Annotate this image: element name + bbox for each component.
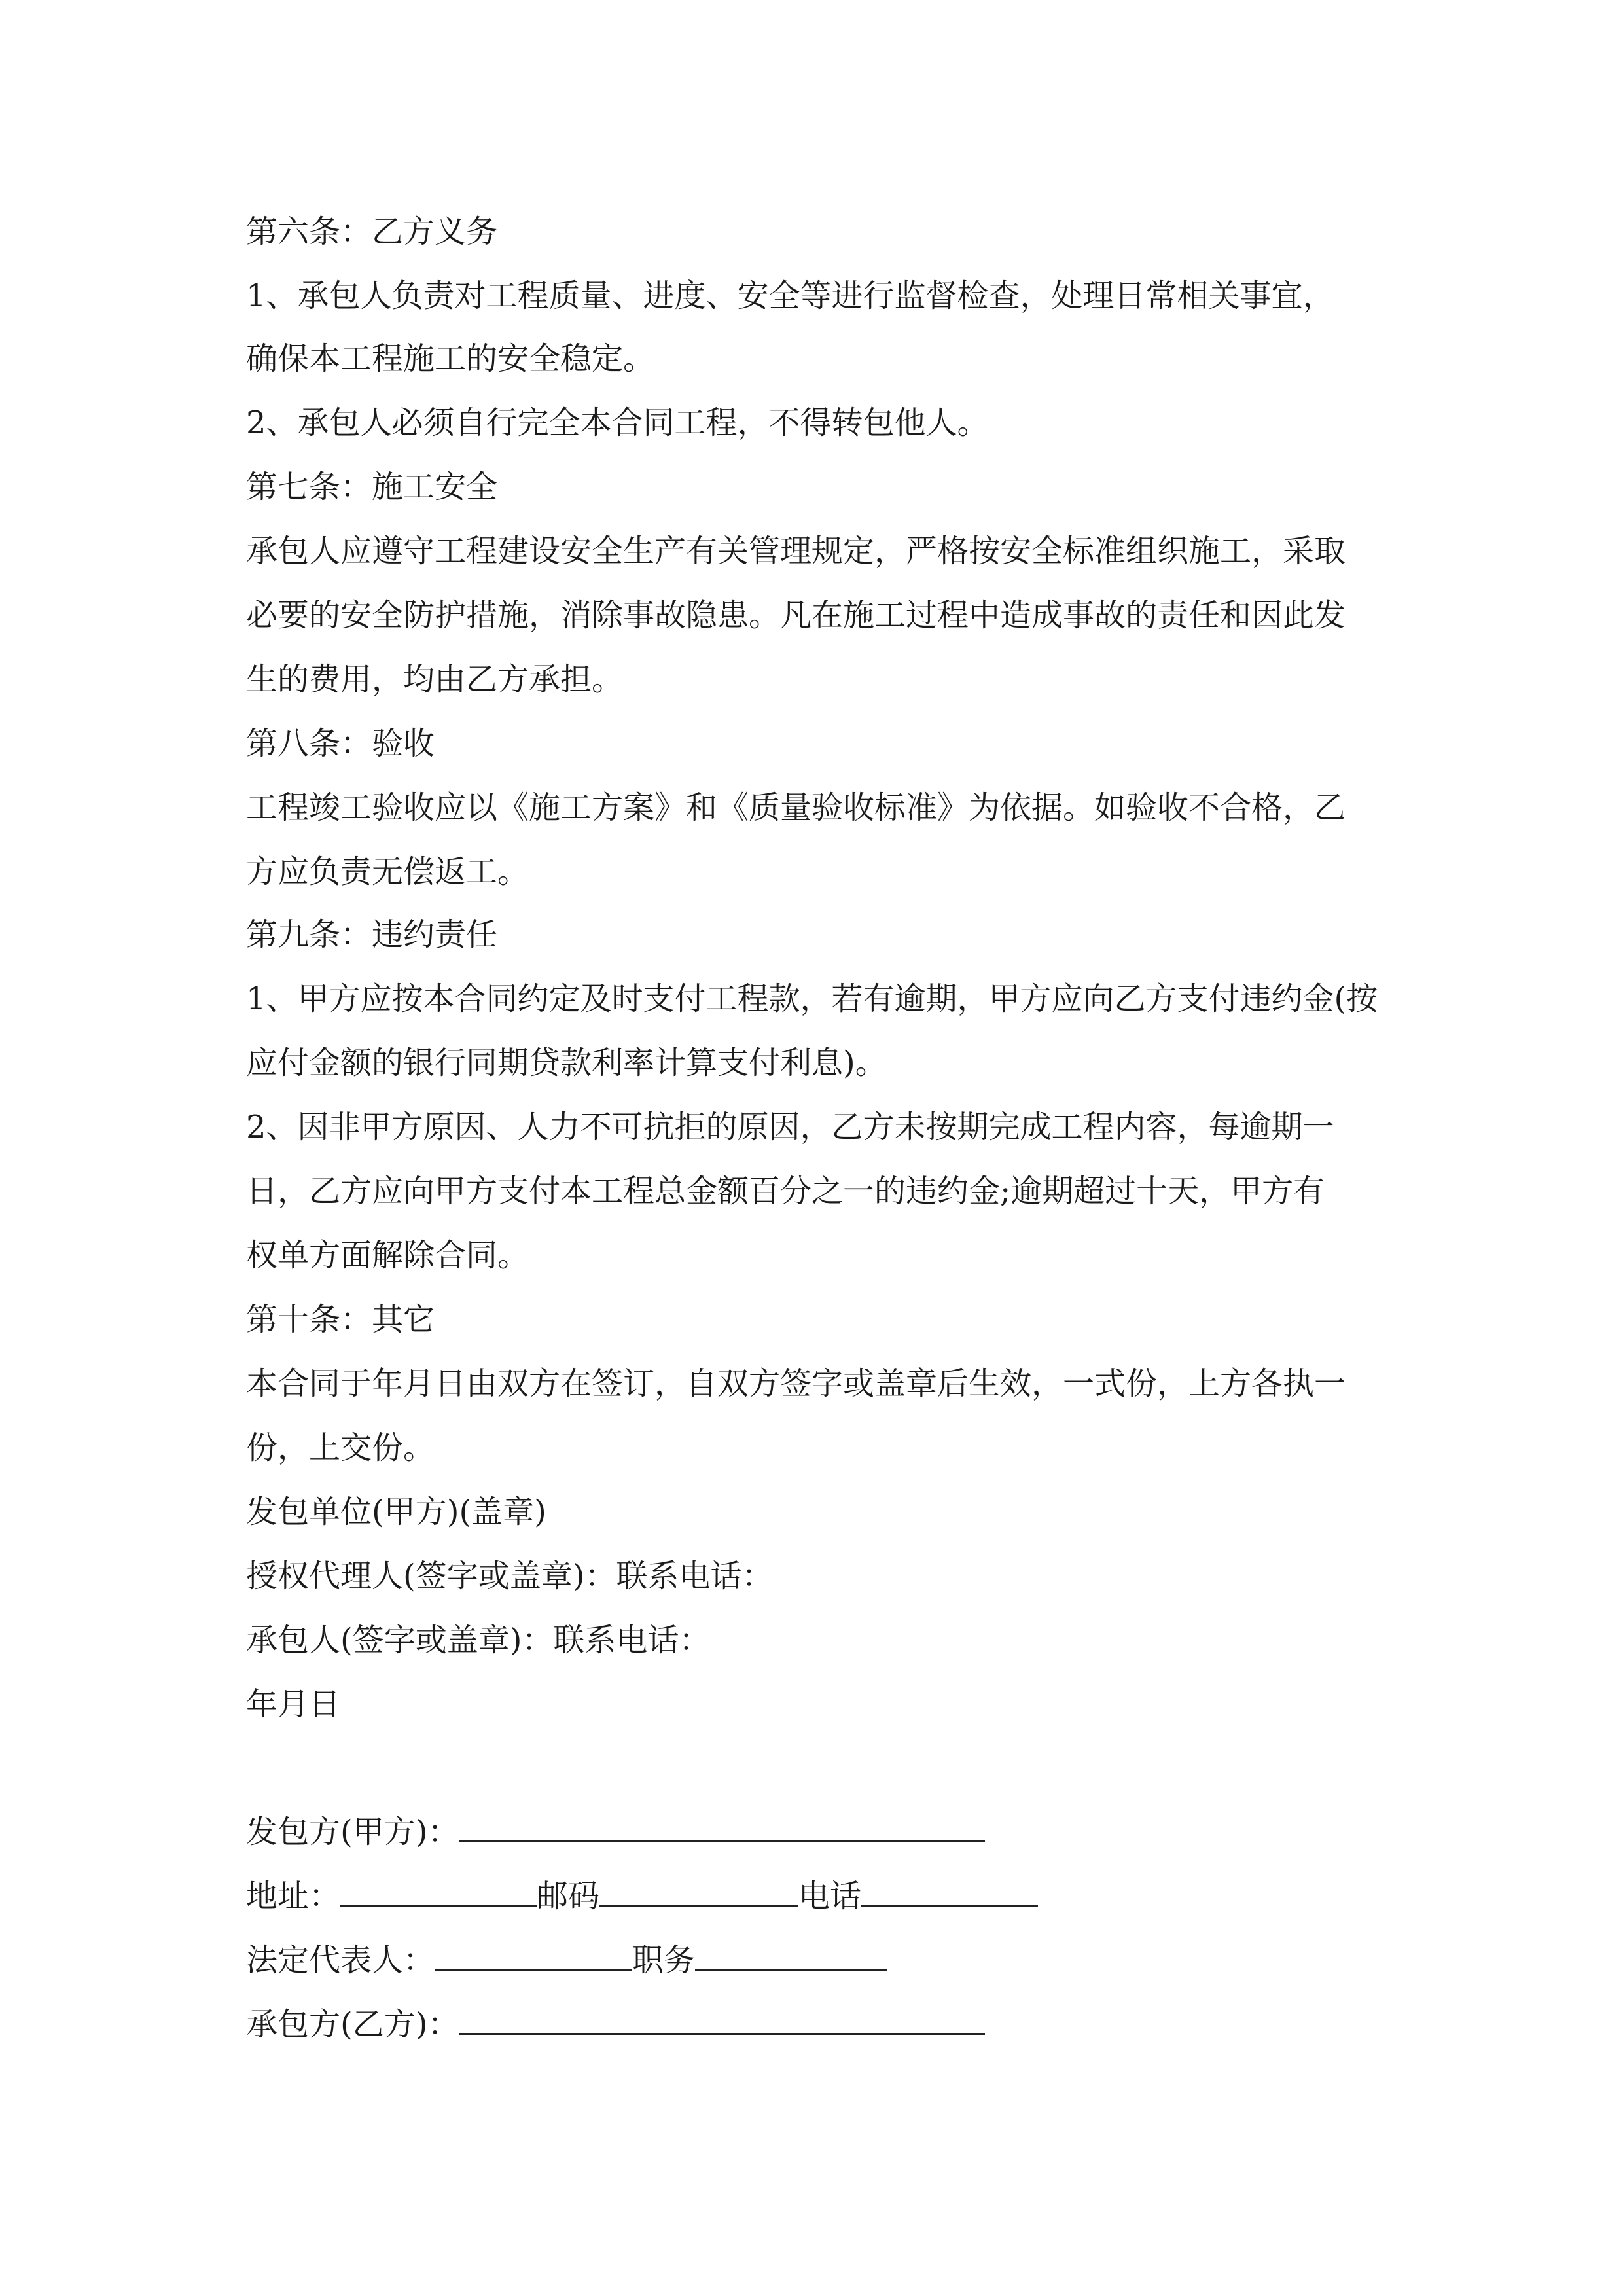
- legal-rep-label: 法定代表人：: [246, 1942, 435, 1979]
- address-label: 地址：: [246, 1878, 341, 1914]
- article6-clause1-line1: 1、承包人负责对工程质量、进度、安全等进行监督检查，处理日常相关事宜，: [246, 278, 1334, 314]
- party-a-seal-line: 发包单位(甲方)(盖章): [246, 1494, 546, 1530]
- party-b-form-row: [246, 2003, 985, 2043]
- article9-clause2-line1: 2、因非甲方原因、人力不可抗拒的原因，乙方未按期完成工程内容，每逾期一: [246, 1109, 1334, 1145]
- article7-line3: 生的费用，均由乙方承担。: [246, 661, 624, 698]
- address-form-row: [246, 1874, 1038, 1914]
- article10-heading: 第十条：其它: [246, 1301, 435, 1338]
- article9-clause2-line2: 日，乙方应向甲方支付本工程总金额百分之一的违约金;逾期超过十天，甲方有: [246, 1173, 1325, 1210]
- phone-blank[interactable]: [861, 1874, 1038, 1907]
- date-line: 年月日: [246, 1686, 341, 1723]
- article8-line2: 方应负责无偿返工。: [246, 853, 529, 890]
- article9-clause1-line2: 应付金额的银行同期贷款利率计算支付利息)。: [246, 1045, 887, 1081]
- position-blank[interactable]: [695, 1939, 887, 1971]
- article6-clause1-line2: 确保本工程施工的安全稳定。: [246, 340, 655, 377]
- article6-heading: 第六条：乙方义务: [246, 213, 498, 250]
- phone-label: 电话: [798, 1878, 862, 1914]
- article9-heading: 第九条：违约责任: [246, 916, 498, 953]
- article7-line2: 必要的安全防护措施，消除事故隐患。凡在施工过程中造成事故的责任和因此发: [246, 597, 1346, 634]
- article10-line2: 份，上交份。: [246, 1429, 435, 1466]
- position-label: 职务: [632, 1942, 696, 1979]
- agent-signature-line: 授权代理人(签字或盖章)：联系电话：: [246, 1558, 774, 1594]
- party-b-label: 承包方(乙方)：: [246, 2006, 459, 2043]
- postcode-blank[interactable]: [599, 1874, 798, 1907]
- article6-clause2: 2、承包人必须自行完全本合同工程，不得转包他人。: [246, 404, 989, 441]
- legal-rep-form-row: [246, 1939, 887, 1979]
- postcode-label: 邮码: [537, 1878, 600, 1914]
- party-b-blank[interactable]: [459, 2003, 985, 2035]
- party-a-label: 发包方(甲方)：: [246, 1814, 459, 1850]
- contractor-signature-line: 承包人(签字或盖章)：联系电话：: [246, 1622, 711, 1659]
- party-a-blank[interactable]: [459, 1810, 985, 1842]
- article8-heading: 第八条：验收: [246, 725, 435, 762]
- article10-line1: 本合同于年月日由双方在签订，自双方签字或盖章后生效，一式份，上方各执一: [246, 1365, 1346, 1402]
- article8-line1: 工程竣工验收应以《施工方案》和《质量验收标准》为依据。如验收不合格，乙: [246, 789, 1346, 826]
- article7-line1: 承包人应遵守工程建设安全生产有关管理规定，严格按安全标准组织施工，采取: [246, 533, 1346, 569]
- legal-rep-blank[interactable]: [435, 1939, 632, 1971]
- article9-clause2-line3: 权单方面解除合同。: [246, 1237, 529, 1274]
- article9-clause1-line1: 1、甲方应按本合同约定及时支付工程款，若有逾期，甲方应向乙方支付违约金(按: [246, 980, 1378, 1017]
- article7-heading: 第七条：施工安全: [246, 469, 498, 505]
- address-blank[interactable]: [340, 1874, 537, 1907]
- party-a-form-row: [246, 1810, 985, 1850]
